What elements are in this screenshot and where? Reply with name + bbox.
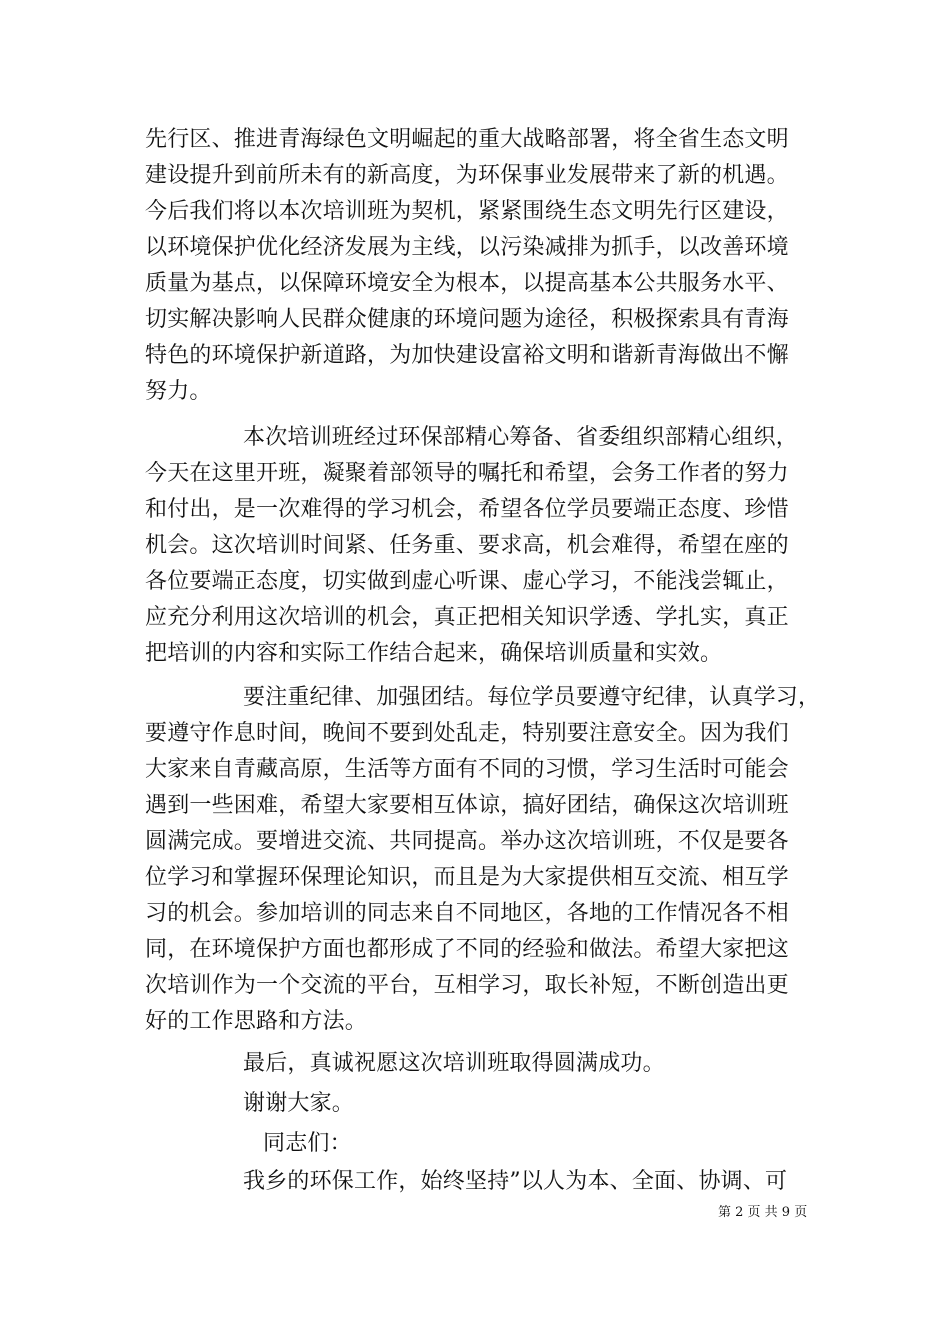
text-line: 要遵守作息时间，晚间不要到处乱走，特别要注意安全。因为我们 <box>145 721 789 746</box>
text-line: 位学习和掌握环保理论知识，而且是为大家提供相互交流、相互学 <box>145 865 789 890</box>
text-line: 遇到一些困难，希望大家要相互体谅，搞好团结，确保这次培训班 <box>145 793 789 818</box>
paragraph-first-line: 要注重纪律、加强团结。每位学员要遵守纪律，认真学习， <box>243 685 821 710</box>
text-line: 质量为基点，以保障环境安全为根本，以提高基本公共服务水平、 <box>145 271 789 296</box>
salutation-line: 同志们： <box>263 1131 352 1156</box>
text-line: 好的工作思路和方法。 <box>145 1009 368 1034</box>
text-line: 和付出，是一次难得的学习机会，希望各位学员要端正态度、珍惜 <box>145 497 789 522</box>
text-line: 特色的环境保护新道路，为加快建设富裕文明和谐新青海做出不懈 <box>145 343 789 368</box>
text-line: 把培训的内容和实际工作结合起来，确保培训质量和实效。 <box>145 641 723 666</box>
page-number: 第 2 页 共 9 页 <box>718 1205 808 1220</box>
text-line: 先行区、推进青海绿色文明崛起的重大战略部署，将全省生态文明 <box>145 127 789 152</box>
text-line: 次培训作为一个交流的平台，互相学习，取长补短，不断创造出更 <box>145 973 789 998</box>
text-line: 建设提升到前所未有的新高度，为环保事业发展带来了新的机遇。 <box>145 163 789 188</box>
text-line: 圆满完成。要增进交流、共同提高。举办这次培训班，不仅是要各 <box>145 829 789 854</box>
paragraph-first-line: 本次培训班经过环保部精心筹备、省委组织部精心组织， <box>243 425 799 450</box>
text-line: 各位要端正态度，切实做到虚心听课、虚心学习，不能浅尝辄止， <box>145 569 789 594</box>
text-line: 今后我们将以本次培训班为契机，紧紧围绕生态文明先行区建设， <box>145 199 789 224</box>
text-line: 努力。 <box>145 379 212 404</box>
text-line: 切实解决影响人民群众健康的环境问题为途径，积极探索具有青海 <box>145 307 789 332</box>
text-line: 今天在这里开班，凝聚着部领导的嘱托和希望，会务工作者的努力 <box>145 461 789 486</box>
text-line: 习的机会。参加培训的同志来自不同地区，各地的工作情况各不相 <box>145 901 789 926</box>
text-line: 以环境保护优化经济发展为主线，以污染减排为抓手，以改善环境 <box>145 235 789 260</box>
text-line: 我乡的环保工作，始终坚持”以人为本、全面、协调、可 <box>243 1169 788 1194</box>
text-line: 应充分利用这次培训的机会，真正把相关知识学透、学扎实，真正 <box>145 605 789 630</box>
text-line: 大家来自青藏高原，生活等方面有不同的习惯，学习生活时可能会 <box>145 757 789 782</box>
thanks-line: 谢谢大家。 <box>243 1091 355 1116</box>
closing-line: 最后，真诚祝愿这次培训班取得圆满成功。 <box>243 1051 665 1076</box>
text-line: 机会。这次培训时间紧、任务重、要求高，机会难得，希望在座的 <box>145 533 789 558</box>
text-line: 同，在环境保护方面也都形成了不同的经验和做法。希望大家把这 <box>145 937 789 962</box>
